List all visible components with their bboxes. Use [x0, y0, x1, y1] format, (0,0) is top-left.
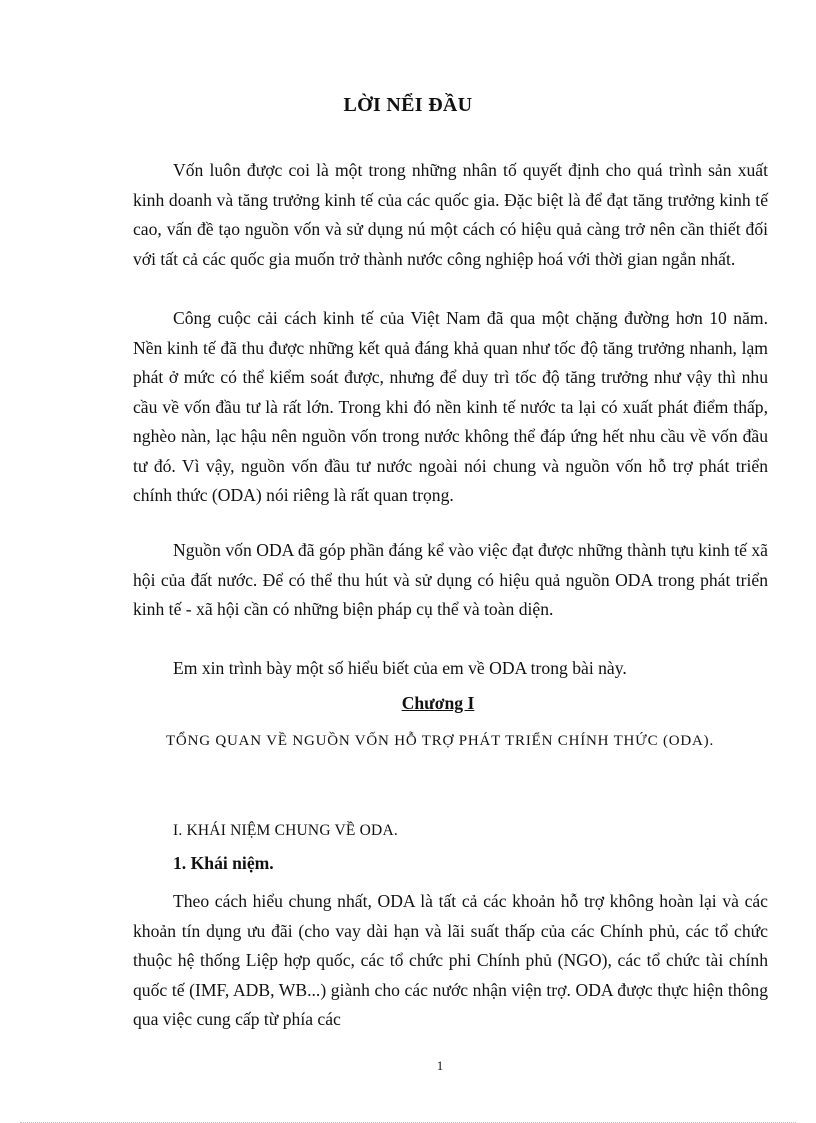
page-number: 1 [436, 1058, 444, 1073]
intro-paragraph-3: Nguồn vốn ODA đã góp phần đáng kể vào việc đạt được những thành tựu kinh tế xã hội của đất nước. Để có thể thu hút và sử dụng có hiệu quả nguồn ODA trong phát triển kinh tế - xã hội cần có những biện pháp cụ thể và toàn diện. [133, 540, 768, 619]
intro-paragraph-2: Công cuộc cải cách kinh tế của Việt Nam đã qua một chặng đường hơn 10 năm. Nền kinh tế đã thu được những kết quả đáng khả quan như tốc độ tăng trưởng nhanh, lạm phát ở mức có thể kiểm soát được, nhưng để duy trì tốc độ tăng trưởng như vậy thì nhu cầu về vốn đầu tư là rất lớn. Trong khi đó nền kinh tế nước ta lại có xuất phát điểm thấp, nghèo nàn, lạc hậu nên nguồn vốn trong nước không thể đáp ứng hết nhu cầu về vốn đầu tư đó. Vì vậy, nguồn vốn đầu tư nước ngoài nói chung và nguồn vốn hỗ trợ phát triển chính thức (ODA) nói riêng là rất quan trọng. [133, 308, 768, 505]
intro-paragraph-4: Em xin trình bày một số hiểu biết của em về ODA trong bài này. [173, 658, 627, 678]
intro-paragraph-1: Vốn luôn được coi là một trong những nhân tố quyết định cho quá trình sản xuất kinh doanh và tăng trưởng kinh tế của các quốc gia. Đặc biệt là để đạt tăng trưởng kinh tế cao, vấn đề tạo nguồn vốn và sử dụng nú một cách có hiệu quả càng trở nên cần thiết đối với tất cả các quốc gia muốn trở thành nước công nghiệp hoá với thời gian ngắn nhất. [133, 160, 768, 269]
chapter-title: TỔNG QUAN VỀ NGUỒN VỐN HỖ TRỢ PHÁT TRIỂN CHÍNH THỨC (ODA). [165, 733, 715, 749]
section-heading: I. KHÁI NIỆM CHUNG VỀ ODA. [173, 822, 398, 839]
subsection-heading: 1. Khái niệm. [173, 853, 274, 873]
section-paragraph: Theo cách hiểu chung nhất, ODA là tất cả các khoản hỗ trợ không hoàn lại và các khoản tín dụng ưu đãi (cho vay dài hạn và lãi suất thấp của các Chính phủ, các tổ chức thuộc hệ thống Liệp hợp quốc, các tổ chức phi Chính phủ (NGO), các tổ chức tài chính quốc tế (IMF, ADB, WB...) giành cho các nước nhận viện trợ. ODA được thực hiện thông qua việc cung cấp từ phía các [133, 891, 768, 1029]
chapter-label: Chương I [401, 693, 475, 713]
page-title: LỜI NỂI ĐẦU [343, 94, 473, 116]
